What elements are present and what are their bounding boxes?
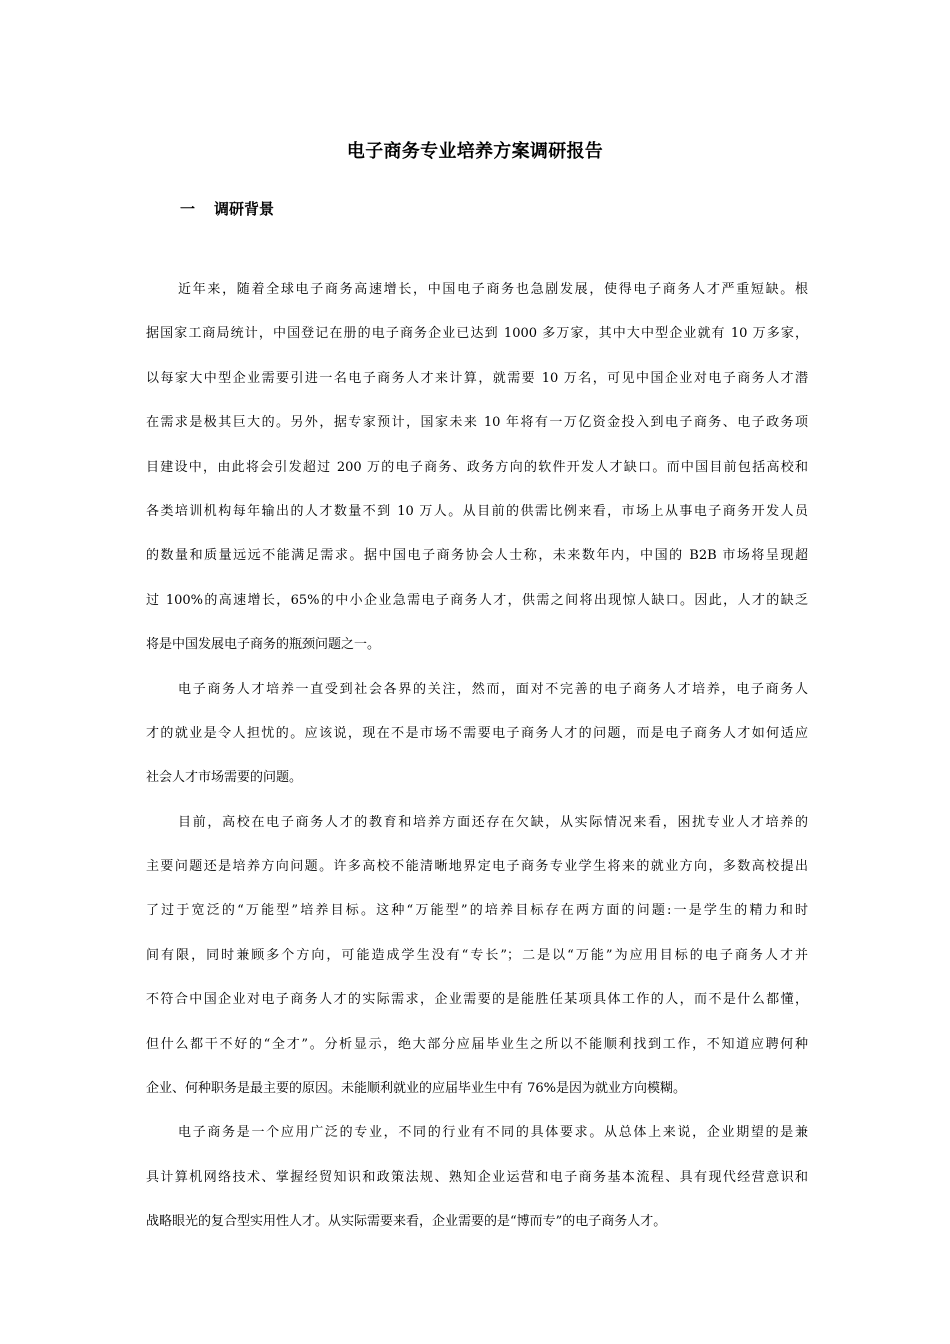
paragraph	[146, 268, 808, 668]
paragraph-line: 过 100%的高速增长，65%的中小企业急需电子商务人才，供需之间将出现惊人缺口。因此，人才的缺乏	[146, 592, 808, 608]
section-heading-text: 调研背景	[214, 200, 275, 218]
paragraph-line: 目前，高校在电子商务人才的教育和培养方面还存在欠缺，从实际情况来看，困扰专业人才培养的	[178, 814, 808, 830]
paragraph-line: 以每家大中型企业需要引进一名电子商务人才来计算，就需要 10 万名，可见中国企业对电子商务人才潜	[146, 370, 808, 386]
paragraph	[146, 1111, 808, 1244]
paragraph-line: 企业、何种职务是最主要的原因。未能顺利就业的应届毕业生中有 76%是因为就业方向模糊。	[146, 1081, 687, 1097]
paragraph-line: 在需求是极其巨大的。另外，据专家预计，国家未来 10 年将有一万亿资金投入到电子商务、电子政务项	[146, 415, 808, 431]
paragraph-line: 才的就业是令人担忧的。应该说，现在不是市场不需要电子商务人才的问题，而是电子商务人才如何适应	[146, 725, 808, 741]
paragraph-line: 主要问题还是培养方向问题。许多高校不能清晰地界定电子商务专业学生将来的就业方向，多数高校提出	[146, 859, 808, 875]
paragraph-line: 将是中国发展电子商务的瓶颈问题之一。	[146, 637, 381, 653]
paragraph-line: 了过于宽泛的“万能型”培养目标。这种“万能型”的培养目标存在两方面的问题:一是学生的精力和时	[146, 903, 808, 919]
paragraph-line: 的数量和质量远远不能满足需求。据中国电子商务协会人士称，未来数年内，中国的 B2B 市场将呈现超	[146, 548, 808, 564]
paragraph-line: 近年来，随着全球电子商务高速增长，中国电子商务也急剧发展，使得电子商务人才严重短缺。根	[178, 282, 808, 297]
section-heading	[180, 197, 274, 221]
paragraph-line: 电子商务是一个应用广泛的专业，不同的行业有不同的具体要求。从总体上来说，企业期望的是兼	[178, 1125, 808, 1141]
paragraph	[146, 801, 808, 1112]
paragraph-line: 战略眼光的复合型实用性人才。从实际需要来看，企业需要的是“博而专”的电子商务人才。	[146, 1214, 667, 1230]
paragraph-line: 目建设中，由此将会引发超过 200 万的电子商务、政务方向的软件开发人才缺口。而中国目前包括高校和	[146, 459, 808, 475]
paragraph-line: 具计算机网络技术、掌握经贸知识和政策法规、熟知企业运营和电子商务基本流程、具有现代经营意识和	[146, 1169, 808, 1185]
paragraph	[146, 668, 808, 801]
document-title: 电子商务专业培养方案调研报告	[346, 141, 604, 162]
paragraph-line: 不符合中国企业对电子商务人才的实际需求，企业需要的是能胜任某项具体工作的人，而不是什么都懂，	[146, 992, 808, 1008]
paragraph-line: 但什么都干不好的“全才”。分析显示，绝大部分应届毕业生之所以不能顺利找到工作，不知道应聘何种	[146, 1036, 808, 1052]
paragraph-line: 据国家工商局统计，中国登记在册的电子商务企业已达到 1000 多万家，其中大中型企业就有 10 万多家，	[146, 326, 808, 342]
paragraph-line: 社会人才市场需要的问题。	[146, 770, 303, 786]
section-number: 一	[180, 200, 196, 218]
paragraph-line: 各类培训机构每年输出的人才数量不到 10 万人。从目前的供需比例来看，市场上从事电子商务开发人员	[146, 503, 808, 519]
paragraph-line: 间有限，同时兼顾多个方向，可能造成学生没有“专长”；二是以“万能”为应用目标的电子商务人才并	[146, 947, 808, 963]
document-body	[146, 268, 808, 1245]
paragraph-line: 电子商务人才培养一直受到社会各界的关注，然而，面对不完善的电子商务人才培养，电子商务人	[178, 681, 808, 697]
